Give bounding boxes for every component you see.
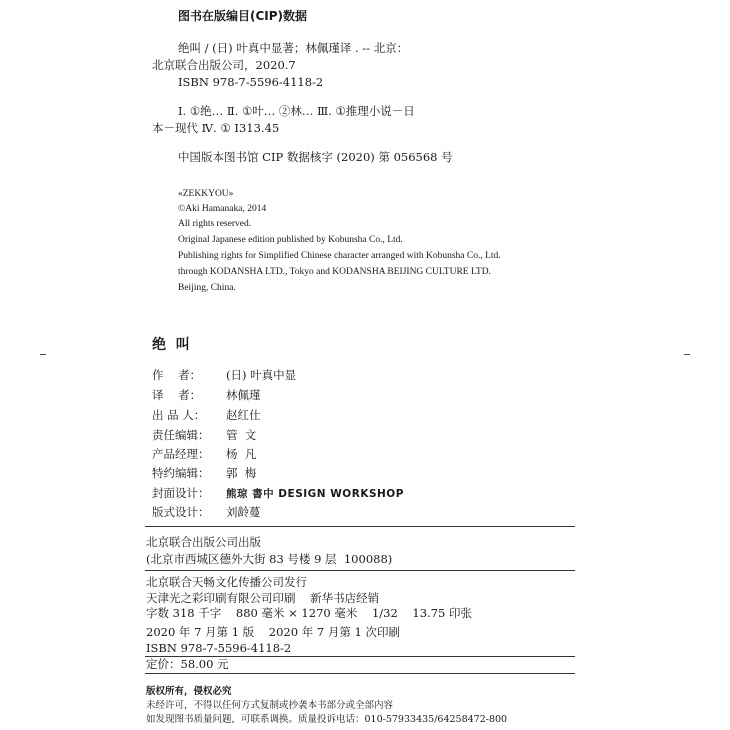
- copyright-line: All rights reserved.: [178, 219, 252, 229]
- price: 定价：58.00 元: [146, 657, 229, 671]
- credit-row: [152, 446, 256, 462]
- copyright-line: through KODANSHA LTD., Tokyo and KODANSHA BEIJING CULTURE LTD.: [178, 267, 491, 277]
- credit-role: 作 者：: [152, 368, 202, 382]
- credit-row: [152, 407, 261, 423]
- rights-heading: 版权所有，侵权必究: [146, 686, 232, 697]
- credit-name: 熊琼 書中 DESIGN WORKSHOP: [226, 488, 404, 500]
- crop-mark-right: [684, 354, 690, 355]
- credit-role: 出 品 人：: [152, 408, 206, 422]
- credit-role: 译 者：: [152, 388, 202, 402]
- copyright-line: Publishing rights for Simplified Chinese character arranged with Kobunsha Co., Ltd.: [178, 251, 501, 261]
- credit-row: [152, 465, 256, 481]
- rights-notice: 未经许可，不得以任何方式复制或抄袭本书部分或全部内容: [146, 700, 394, 711]
- divider: [145, 673, 575, 674]
- rights-contact: 如发现图书质量问题，可联系调换。质量投诉电话：010-57933435/64258472-800: [146, 714, 508, 725]
- cip-heading: 图书在版编目(CIP)数据: [178, 9, 308, 23]
- copyright-line: «ZEKKYOU»: [178, 189, 234, 199]
- cip-record-number: 中国版本图书馆 CIP 数据核字 (2020) 第 056568 号: [178, 150, 453, 164]
- divider: [145, 526, 575, 527]
- credit-name: 杨 凡: [226, 447, 257, 461]
- copyright-line: Original Japanese edition published by Kobunsha Co., Ltd.: [178, 235, 403, 245]
- credit-name: 管 文: [226, 428, 257, 442]
- credit-role: 特约编辑：: [152, 466, 210, 480]
- credit-name: (日) 叶真中显: [226, 368, 297, 382]
- cip-classification: Ⅰ. ①绝… Ⅱ. ①叶… ②林… Ⅲ. ①推理小说－日: [178, 104, 415, 118]
- publisher-address: (北京市西城区德外大街 83 号楼 9 层 100088): [146, 552, 393, 566]
- credit-name: 刘龄蔓: [226, 505, 261, 519]
- cip-line: 北京联合出版公司，2020.7: [152, 58, 296, 72]
- copyright-line: ©Aki Hamanaka, 2014: [178, 204, 267, 214]
- divider: [145, 570, 575, 571]
- credit-row: [152, 367, 296, 383]
- credit-row: [152, 504, 261, 520]
- credit-name: 赵红仕: [226, 408, 261, 422]
- publisher-name: 北京联合出版公司出版: [146, 535, 261, 549]
- print-info-line: 北京联合天畅文化传播公司发行: [146, 575, 307, 589]
- credit-row: [152, 427, 256, 443]
- cip-classification: 本－现代 Ⅳ. ① I313.45: [152, 121, 280, 135]
- credit-name: 郭 梅: [226, 466, 257, 480]
- credit-role: 版式设计：: [152, 505, 210, 519]
- print-info-line: 天津光之彩印刷有限公司印刷 新华书店经销: [146, 591, 380, 605]
- credit-row: [152, 387, 261, 403]
- copyright-line: Beijing, China.: [178, 283, 236, 293]
- credit-role: 产品经理：: [152, 447, 210, 461]
- credit-name: 林佩瑾: [226, 388, 261, 402]
- cip-line: 绝叫 / (日) 叶真中显著；林佩瑾译 . -- 北京：: [178, 41, 409, 55]
- print-info-line: 2020 年 7 月第 1 版 2020 年 7 月第 1 次印刷: [146, 625, 400, 639]
- credit-role: 封面设计：: [152, 486, 210, 500]
- credit-row: [152, 485, 404, 501]
- print-info-line: 字数 318 千字 880 毫米 × 1270 毫米 1/32 13.75 印张: [146, 606, 473, 620]
- crop-mark-left: [40, 354, 46, 355]
- book-title: 绝 叫: [152, 337, 190, 353]
- print-info-isbn: ISBN 978-7-5596-4118-2: [146, 641, 292, 655]
- cip-isbn: ISBN 978-7-5596-4118-2: [178, 75, 324, 89]
- credit-role: 责任编辑：: [152, 428, 210, 442]
